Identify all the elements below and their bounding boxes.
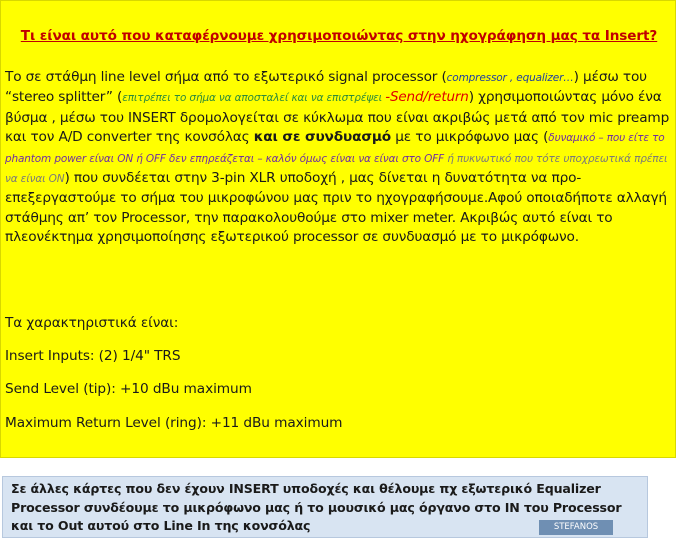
para-text: Το σε στάθμη line level σήμα από το εξωτερικό signal processor ( <box>5 69 447 85</box>
combination-emphasis: και σε συνδυασμό <box>253 129 392 146</box>
spec-return-level: Maximum Return Level (ring): +11 dBu maximum <box>5 415 343 431</box>
para-text: ) χρησιμοποιώντας μόνο ένα βύσμα , μέσω του INSERT δρομολογείται σε κύκλωμα που είναι ακριβώς μετά από τον mic preamp και τον A/D converter της κονσόλας <box>5 89 670 146</box>
note-box <box>2 476 648 538</box>
dynamic-mic-note: δυναμικό – που είτε το phantom power είναι ON ή OFF δεν επηρεάζεται – καλόν όμως είναι να είναι στο OFF <box>5 132 665 165</box>
splitter-note: επιτρέπει το σήμα να αποσταλεί και να επιστρέψει <box>122 92 386 105</box>
note-text: Σε άλλες κάρτες που δεν έχουν INSERT υποδοχές και θέλουμε πχ εξωτερικό Equalizer Processor συνδέουμε το μικρόφωνο μας ή το μουσικό μας όργανο στο IN του Processor και το Out αυτού στο Line In της κονσόλας <box>11 481 622 534</box>
body-paragraph <box>5 68 673 248</box>
signature-badge: STEFANOS <box>539 520 613 535</box>
para-text: ) που συνδέεται στην 3-pin XLR υποδοχή , μας δίνεται η δυνατότητα να προ-επεξεργαστούμε το σήμα του μικροφώνου μας πριν το ηχογραφήσουμε.Αφού οποιαδήποτε αλλαγή στάθμης απ’ τον Processor, την παρακολουθούμε στο mixer meter. Ακριβώς αυτό είναι το πλεονέκτημα χρησιμοποίησης εξωτερικού processor σε συνδυασμό με το μικρόφωνο. <box>5 170 667 246</box>
page-title: Τι είναι αυτό που καταφέρνουμε χρησιμοποιώντας στην ηχογράφηση μας τα Insert? <box>20 28 658 44</box>
spec-send-level: Send Level (tip): +10 dBu maximum <box>5 381 252 397</box>
para-text: ) μέσω του “stereo splitter” ( <box>5 69 647 106</box>
spec-insert-inputs: Insert Inputs: (2) 1/4" TRS <box>5 348 181 364</box>
para-text: με το μικρόφωνο μας ( <box>391 129 549 146</box>
processor-examples: compressor , equalizer… <box>446 72 574 84</box>
specs-heading: Τα χαρακτηριστικά είναι: <box>5 315 179 331</box>
send-return-note: -Send/return <box>385 89 469 106</box>
condenser-mic-note: ή πυκνωτικό που τότε υποχρεωτικά πρέπει να είναι ON <box>5 152 668 186</box>
